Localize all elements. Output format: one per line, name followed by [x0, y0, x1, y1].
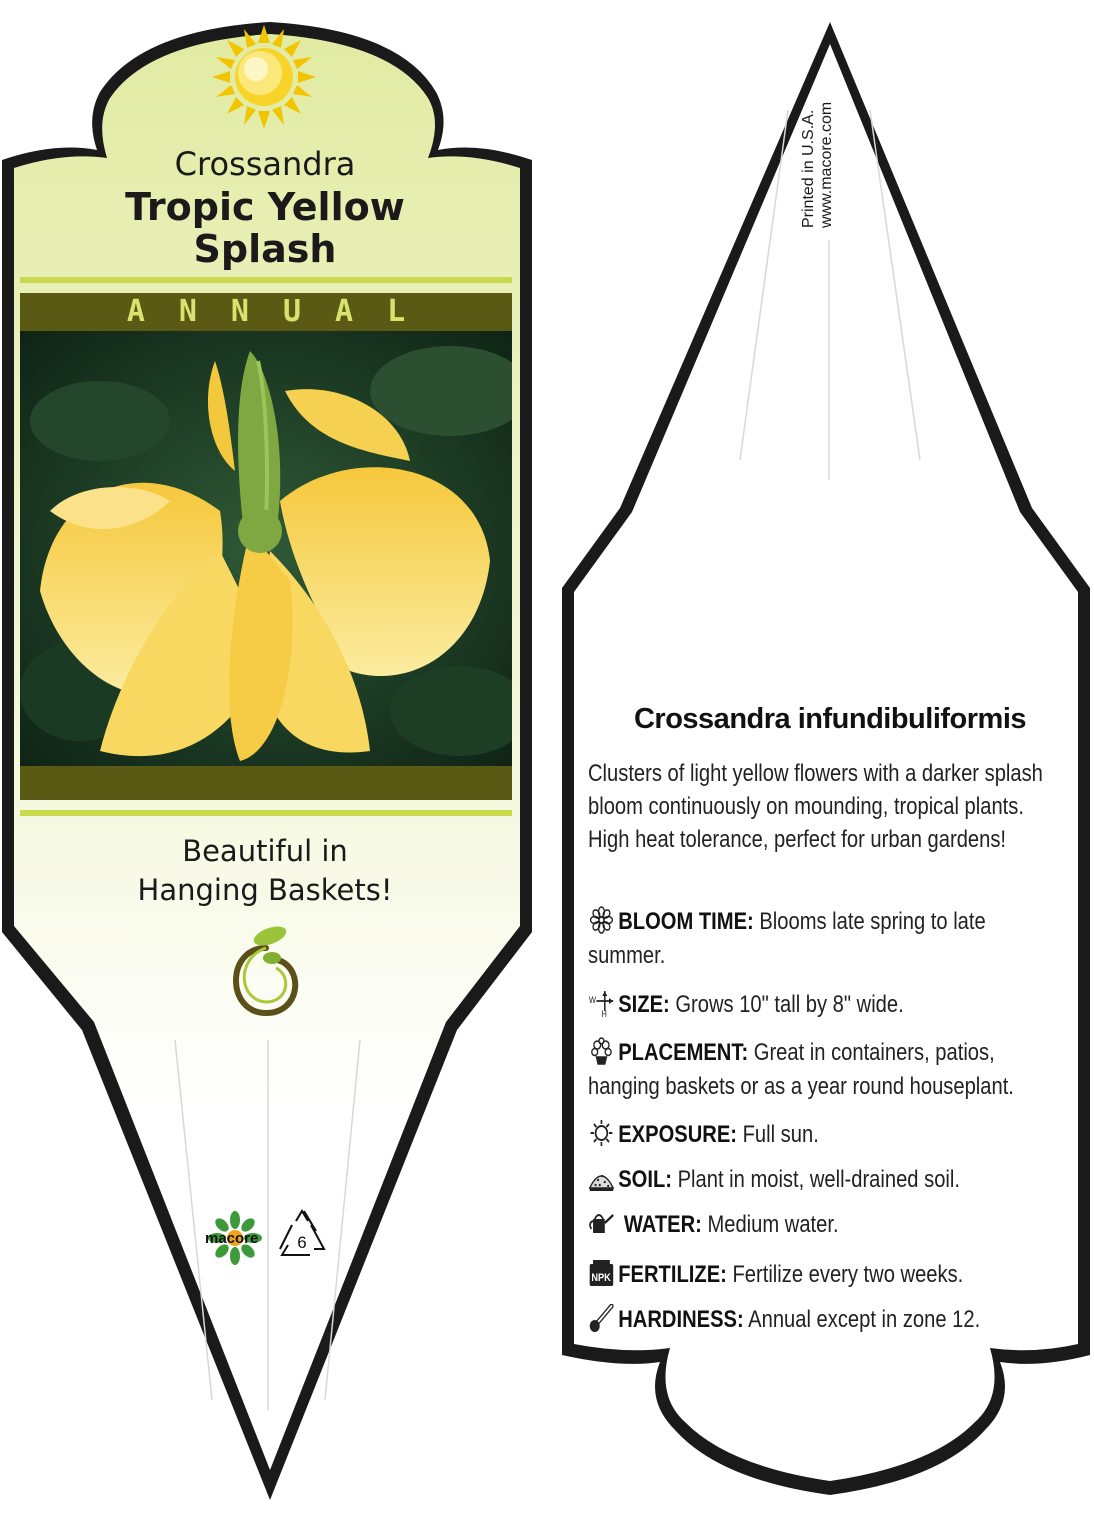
- macore-logo-text: macore: [205, 1230, 259, 1247]
- annual-label: ANNUAL: [126, 294, 440, 329]
- fertilize-label: FERTILIZE:: [618, 1261, 727, 1288]
- photo-bottom-band: [20, 766, 512, 800]
- botanical-name: Crossandra infundibuliformis: [633, 703, 1027, 735]
- fertilize-text: Fertilize every two weeks.: [732, 1261, 964, 1288]
- size-icon-h: H: [601, 1008, 607, 1017]
- placement-text: Great in containers, patios, hanging baskets or as a year round houseplant.: [588, 1039, 1014, 1100]
- sun-icon: [212, 25, 316, 129]
- soil-label: SOIL:: [618, 1166, 672, 1193]
- soil-icon: [588, 1164, 615, 1192]
- placement-label: PLACEMENT:: [618, 1039, 749, 1066]
- size-text: Grows 10" tall by 8" wide.: [675, 991, 904, 1018]
- front-genus: Crossandra: [174, 145, 356, 183]
- care-soil: [588, 1163, 1058, 1197]
- flower-icon: [588, 906, 615, 934]
- soil-text: Plant in moist, well-drained soil.: [677, 1166, 960, 1193]
- recycle-code: 6: [297, 1233, 307, 1252]
- hardiness-text: Annual except in zone 12.: [748, 1306, 981, 1333]
- care-fertilize: [588, 1258, 1058, 1292]
- water-label: WATER:: [623, 1211, 702, 1238]
- tagline-line-2: Hanging Baskets!: [137, 873, 393, 907]
- npk-icon-text: NPK: [591, 1272, 611, 1285]
- exposure-text: Full sun.: [742, 1121, 819, 1148]
- tagline-line-1: Beautiful in: [182, 834, 348, 868]
- care-water: [588, 1208, 1058, 1242]
- variety-line-2: Splash: [193, 227, 337, 271]
- plant-photo: [20, 331, 512, 766]
- care-hardiness: [588, 1303, 1058, 1337]
- care-size: [588, 988, 1058, 1022]
- care-placement: [588, 1036, 1058, 1104]
- hardiness-label: HARDINESS:: [618, 1306, 744, 1333]
- bloom-time-label: BLOOM TIME:: [618, 908, 754, 935]
- exposure-label: EXPOSURE:: [618, 1121, 737, 1148]
- thermometer-icon: [588, 1304, 615, 1332]
- care-bloom-time: [588, 905, 1058, 973]
- bloom-time-text: Blooms late spring to late summer.: [588, 908, 986, 969]
- plant-description: Clusters of light yellow flowers with a darker splash bloom continuously on mounding, tropical plants. High heat tolerance, perfect for urban gardens!: [588, 760, 1043, 853]
- npk-icon: [588, 1259, 615, 1287]
- size-icon-w: W: [588, 994, 596, 1006]
- printed-info: [800, 102, 836, 228]
- variety-line-1: Tropic Yellow: [125, 185, 405, 229]
- front-tagline: [70, 832, 460, 910]
- size-label: SIZE:: [618, 991, 670, 1018]
- front-variety-name: [40, 186, 490, 270]
- watering-can-icon: [588, 1209, 615, 1237]
- water-text: Medium water.: [707, 1211, 839, 1238]
- size-arrows-icon: [588, 989, 615, 1017]
- placement-icon: [588, 1037, 615, 1065]
- sun-outline-icon: [588, 1119, 615, 1147]
- printed-in-usa: Printed in U.S.A.: [800, 109, 817, 228]
- website-url: www.macore.com: [818, 101, 835, 228]
- care-exposure: [588, 1118, 1058, 1152]
